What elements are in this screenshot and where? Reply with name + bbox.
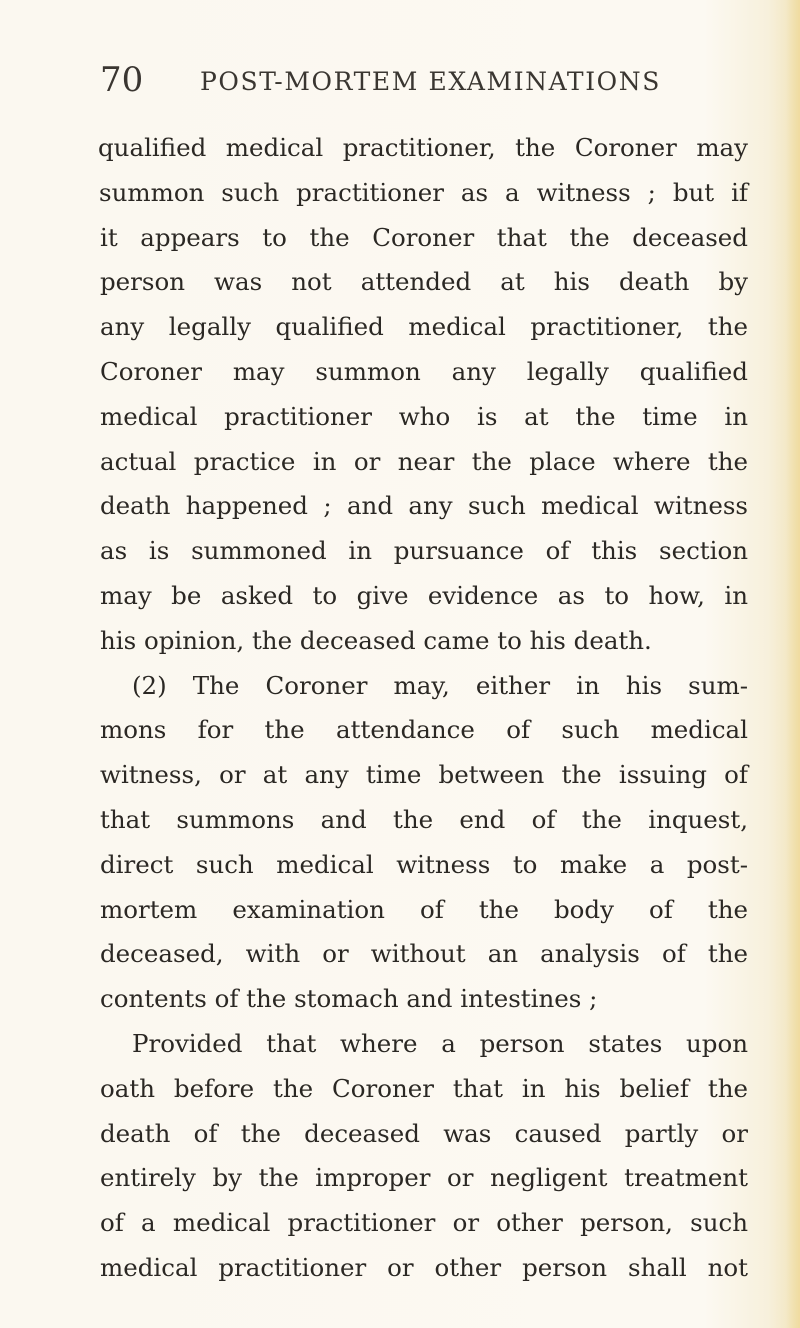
page-edge-shadow [786, 0, 800, 1328]
text-line: any legally qualified medical practitioner, the [100, 312, 748, 342]
text-line: that summons and the end of the inquest, [100, 804, 748, 834]
text-line: death happened ; and any such medical witness [100, 491, 748, 521]
text-line: medical practitioner or other person shall not [100, 1252, 748, 1282]
text-line: witness, or at any time between the issuing of [100, 760, 748, 790]
text-line: mons for the attendance of such medical [100, 715, 748, 745]
page-number: 70 [100, 60, 144, 100]
text-line: may be asked to give evidence as to how, in [100, 580, 748, 610]
body-text [100, 126, 748, 1291]
text-line: oath before the Coroner that in his belief the [100, 1073, 748, 1103]
text-line: Provided that where a person states upon [132, 1028, 748, 1058]
text-line: person was not attended at his death by [100, 267, 748, 297]
text-line: deceased, with or without an analysis of the [100, 939, 748, 969]
text-line: it appears to the Coroner that the deceased [100, 222, 748, 252]
text-line: death of the deceased was caused partly or [100, 1118, 748, 1148]
text-line: medical practitioner who is at the time in [100, 401, 748, 431]
text-line: actual practice in or near the place where the [100, 446, 748, 476]
text-line: as is summoned in pursuance of this section [100, 536, 748, 566]
text-line: qualified medical practitioner, the Coroner may [98, 133, 748, 162]
running-head: POST-MORTEM EXAMINATIONS [200, 67, 661, 96]
page-header [100, 58, 740, 102]
text-line: direct such medical witness to make a post- [100, 849, 748, 879]
text-line: mortem examination of the body of the [100, 894, 748, 924]
text-line: entirely by the improper or negligent treatment [100, 1163, 748, 1193]
text-line: of a medical practitioner or other person, such [100, 1208, 748, 1238]
text-line: summon such practitioner as a witness ; but if [99, 177, 748, 207]
text-line: contents of the stomach and intestines ; [100, 984, 598, 1014]
text-line: his opinion, the deceased came to his death. [100, 625, 652, 655]
text-line: Coroner may summon any legally qualified [100, 356, 748, 386]
text-line: (2) The Coroner may, either in his sum- [132, 670, 748, 700]
